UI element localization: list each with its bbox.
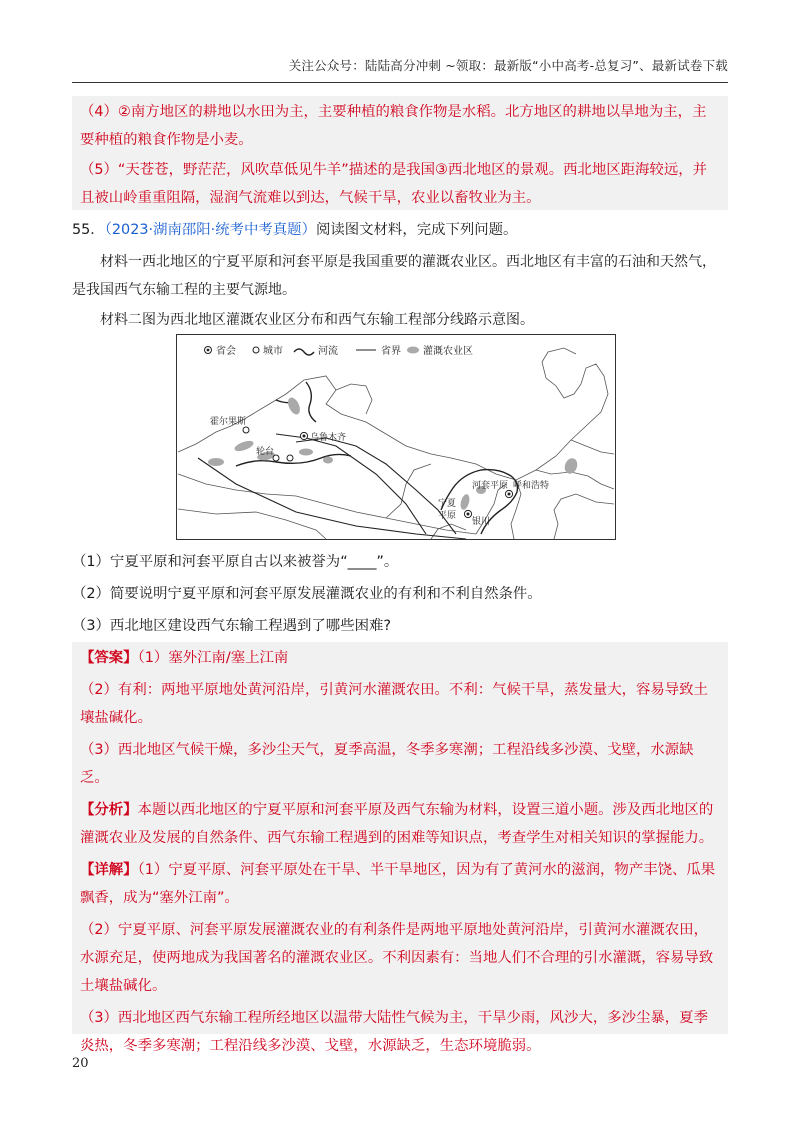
header-rule <box>72 82 728 83</box>
detail-tag: 【详解】 <box>80 862 138 878</box>
answer-5: （5）“天苍苍，野茫茫，风吹草低见牛羊”描述的是我国③西北地区的景观。西北地区距海较远，并且被山岭重重阻隔，湿润气流难以到达，气候干旱，农业以畜牧业为主。 <box>80 162 707 206</box>
label-ningxia-2: 平原 <box>438 511 457 521</box>
detail-3: （3）西北地区西气东输工程所经地区以温带大陆性气候为主，干旱少雨，风沙大，多沙尘暴，夏季炎热，冬季多寒潮；工程沿线多沙漠、戈壁，水源缺乏，生态环境脆弱。 <box>80 1010 708 1054</box>
page-header: 关注公众号：陆陆高分冲刺 ~领取：最新版“小中高考-总复习”、最新试卷下载 <box>288 58 728 73</box>
material-2: 材料二图为西北地区灌溉农业区分布和西气东输工程部分线路示意图。 <box>100 312 534 328</box>
city-huoerguosi <box>243 427 249 433</box>
answer-4: （4）②南方地区的耕地以水田为主，主要种植的粮食作物是水稻。北方地区的耕地以旱地为主，主要种植的粮食作物是小麦。 <box>80 104 707 148</box>
legend-capital: 省会 <box>216 346 236 357</box>
label-huoerguosi: 霍尔果斯 <box>210 417 247 427</box>
question-header <box>72 216 728 244</box>
answer-2: （2）有利：两地平原地处黄河沿岸，引黄河水灌溉农田。不利：气候干旱，蒸发量大，容易导致土壤盐碱化。 <box>80 682 708 726</box>
answer-3: （3）西北地区气候干燥，多沙尘天气，夏季高温，冬季多寒潮；工程沿线多沙漠、戈壁，水源缺乏。 <box>80 742 694 786</box>
material-1: 材料一西北地区的宁夏平原和河套平原是我国重要的灌溉农业区。西北地区有丰富的石油和天然气，是我国西气东输工程的主要气源地。 <box>72 254 716 298</box>
sub-question-2: （2）简要说明宁夏平原和河套平原发展灌溉农业的有利和不利自然条件。 <box>72 586 542 602</box>
label-huhehaote: 呼和浩特 <box>513 481 550 491</box>
detail-2: （2）宁夏平原、河套平原发展灌溉农业的有利条件是两地平原地处黄河沿岸，引黄河水灌溉农田，水源充足，使两地成为我国著名的灌溉农业区。不利因素有：当地人们不合理的引水灌溉，容易导致土壤盐碱化。 <box>80 922 714 994</box>
page-number: 20 <box>72 1056 89 1071</box>
legend-boundary: 省界 <box>381 346 401 357</box>
label-wulumuqi: 乌鲁木齐 <box>310 433 347 443</box>
answer-line-1 <box>80 644 720 672</box>
analysis-tag: 【分析】 <box>80 802 138 818</box>
answer-tag: 【答案】 <box>80 650 138 666</box>
legend-irrigation: 灌溉农业区 <box>423 346 473 357</box>
sub-question-1: （1）宁夏平原和河套平原自古以来被誉为“____”。 <box>72 554 399 570</box>
label-hetao: 河套平原 <box>472 481 509 491</box>
previous-answer-box <box>72 96 728 210</box>
label-luntai: 轮台 <box>256 447 275 457</box>
sub-question-3: （3）西北地区建设西气东输工程遇到了哪些困难? <box>72 618 391 634</box>
label-ningxia-1: 宁夏 <box>438 499 457 509</box>
question-55 <box>72 216 728 334</box>
answer-box <box>72 642 728 1054</box>
detail-line-1 <box>80 856 720 912</box>
sub-questions <box>72 548 728 640</box>
question-source: （2023·湖南邵阳·统考中考真题） <box>104 222 316 238</box>
analysis-text: 本题以西北地区的宁夏平原和河套平原及西气东输为材料，设置三道小题。涉及西北地区的灌溉农业及发展的自然条件、西气东输工程遇到的困难等知识点，考查学生对相关知识的掌握能力。 <box>80 802 714 846</box>
label-yinchuan: 银川 <box>472 517 491 527</box>
legend-city: 城市 <box>263 346 283 357</box>
answer-1: （1）塞外江南/塞上江南 <box>137 650 289 666</box>
legend-river: 河流 <box>318 346 338 357</box>
northwest-map <box>176 334 616 540</box>
question-number: 55． <box>72 222 105 238</box>
detail-1: （1）宁夏平原、河套平原处在干旱、半干旱地区，因为有了黄河水的滋润，物产丰饶、瓜果飘香，成为“塞外江南”。 <box>80 862 716 906</box>
question-prompt: 阅读图文材料，完成下列问题。 <box>315 222 518 238</box>
analysis-line <box>80 796 720 852</box>
irrigation-legend-icon <box>407 347 419 354</box>
